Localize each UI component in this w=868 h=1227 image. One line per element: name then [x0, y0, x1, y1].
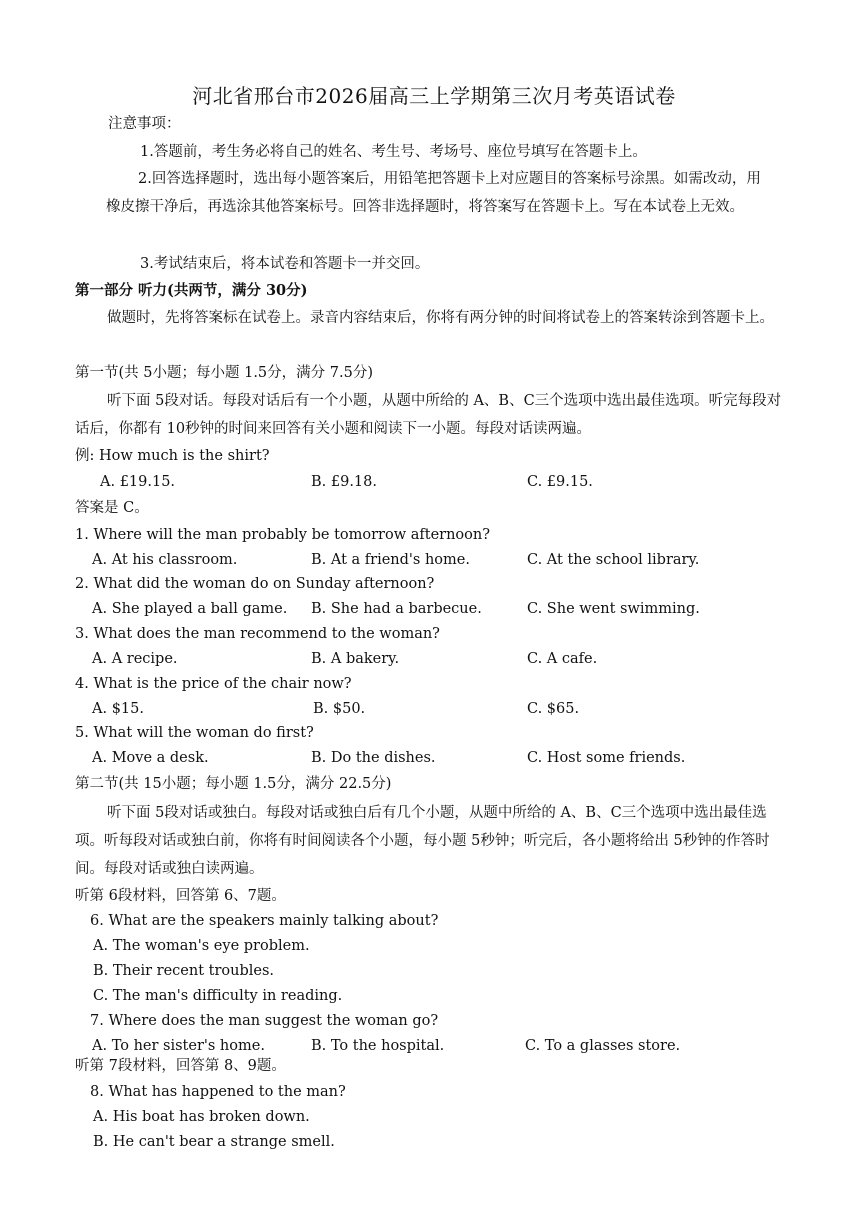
example-answer: 答案是 C。: [75, 500, 149, 516]
question-6: 6. What are the speakers mainly talking about?: [90, 913, 439, 929]
question-4: 4. What is the price of the chair now?: [75, 676, 352, 692]
q1-option-a: A. At his classroom.: [92, 552, 238, 568]
question-1: 1. Where will the man probably be tomorrow afternoon?: [75, 527, 490, 543]
notice-heading: 注意事项：: [108, 116, 181, 132]
example-option-c: C. £9.15.: [527, 474, 593, 490]
material-6-note: 听第 6段材料，回答第 6、7题。: [75, 888, 286, 904]
q8-option-a: A. His boat has broken down.: [93, 1109, 310, 1125]
notice-item-3: 3.考试结束后，将本试卷和答题卡一并交回。: [140, 256, 430, 272]
part1-heading: 第一部分 听力(共两节，满分 30分): [75, 282, 308, 299]
q7-option-a: A. To her sister's home.: [92, 1038, 265, 1054]
question-2: 2. What did the woman do on Sunday afternoon?: [75, 576, 435, 592]
q4-option-a: A. $15.: [92, 701, 144, 717]
question-3: 3. What does the man recommend to the woman?: [75, 626, 440, 642]
q6-option-b: B. Their recent troubles.: [93, 963, 275, 979]
q5-option-b: B. Do the dishes.: [311, 750, 436, 766]
q5-option-c: C. Host some friends.: [527, 750, 686, 766]
q2-option-a: A. She played a ball game.: [92, 601, 288, 617]
section1-instruction: 听下面 5段对话。每段对话后有一个小题，从题中所给的 A、B、C三个选项中选出最佳选项。听完每段对话后，你都有 10秒钟的时间来回答有关小题和阅读下一小题。每段对话读两遍。: [75, 393, 782, 437]
q4-option-c: C. $65.: [527, 701, 580, 717]
notice-item-1: 1.答题前，考生务必将自己的姓名、考生号、考场号、座位号填写在答题卡上。: [140, 144, 647, 160]
exam-title: 河北省邢台市2026届高三上学期第三次月考英语试卷: [192, 84, 676, 108]
part1-instruction: 做题时，先将答案标在试卷上。录音内容结束后，你将有两分钟的时间将试卷上的答案转涂到答题卡上。: [107, 310, 774, 326]
q7-option-b: B. To the hospital.: [311, 1038, 445, 1054]
material-7-note: 听第 7段材料，回答第 8、9题。: [75, 1058, 286, 1074]
q5-option-a: A. Move a desk.: [92, 750, 209, 766]
section1-heading: 第一节(共 5小题；每小题 1.5分，满分 7.5分): [75, 365, 373, 381]
q1-option-c: C. At the school library.: [527, 552, 700, 568]
q3-option-c: C. A cafe.: [527, 651, 598, 667]
example-question: 例: How much is the shirt?: [75, 448, 270, 464]
question-7: 7. Where does the man suggest the woman go?: [90, 1013, 439, 1029]
q3-option-a: A. A recipe.: [92, 651, 178, 667]
q6-option-a: A. The woman's eye problem.: [93, 938, 310, 954]
q1-option-b: B. At a friend's home.: [311, 552, 470, 568]
q2-option-b: B. She had a barbecue.: [311, 601, 482, 617]
question-8: 8. What has happened to the man?: [90, 1084, 346, 1100]
section2-heading: 第二节(共 15小题；每小题 1.5分，满分 22.5分): [75, 776, 392, 792]
section2-instruction: 听下面 5段对话或独白。每段对话或独白后有几个小题，从题中所给的 A、B、C三个选项中选出最佳选项。听每段对话或独白前，你将有时间阅读各个小题，每小题 5秒钟；听完后，各小题将给出 5秒钟的作答时间。每段对话或独白读两遍。: [75, 805, 770, 877]
notice-item-2: 2.回答选择题时，选出每小题答案后，用铅笔把答题卡上对应题目的答案标号涂黑。如需改动，用橡皮擦干净后，再选涂其他答案标号。回答非选择题时，将答案写在答题卡上。写在本试卷上无效。: [106, 171, 761, 215]
example-option-b: B. £9.18.: [311, 474, 377, 490]
q7-option-c: C. To a glasses store.: [525, 1038, 681, 1054]
q4-option-b: B. $50.: [313, 701, 366, 717]
q8-option-b: B. He can't bear a strange smell.: [93, 1134, 335, 1150]
question-5: 5. What will the woman do first?: [75, 725, 314, 741]
example-option-a: A. £19.15.: [100, 474, 176, 490]
q6-option-c: C. The man's difficulty in reading.: [93, 988, 343, 1004]
q3-option-b: B. A bakery.: [311, 651, 400, 667]
q2-option-c: C. She went swimming.: [527, 601, 700, 617]
